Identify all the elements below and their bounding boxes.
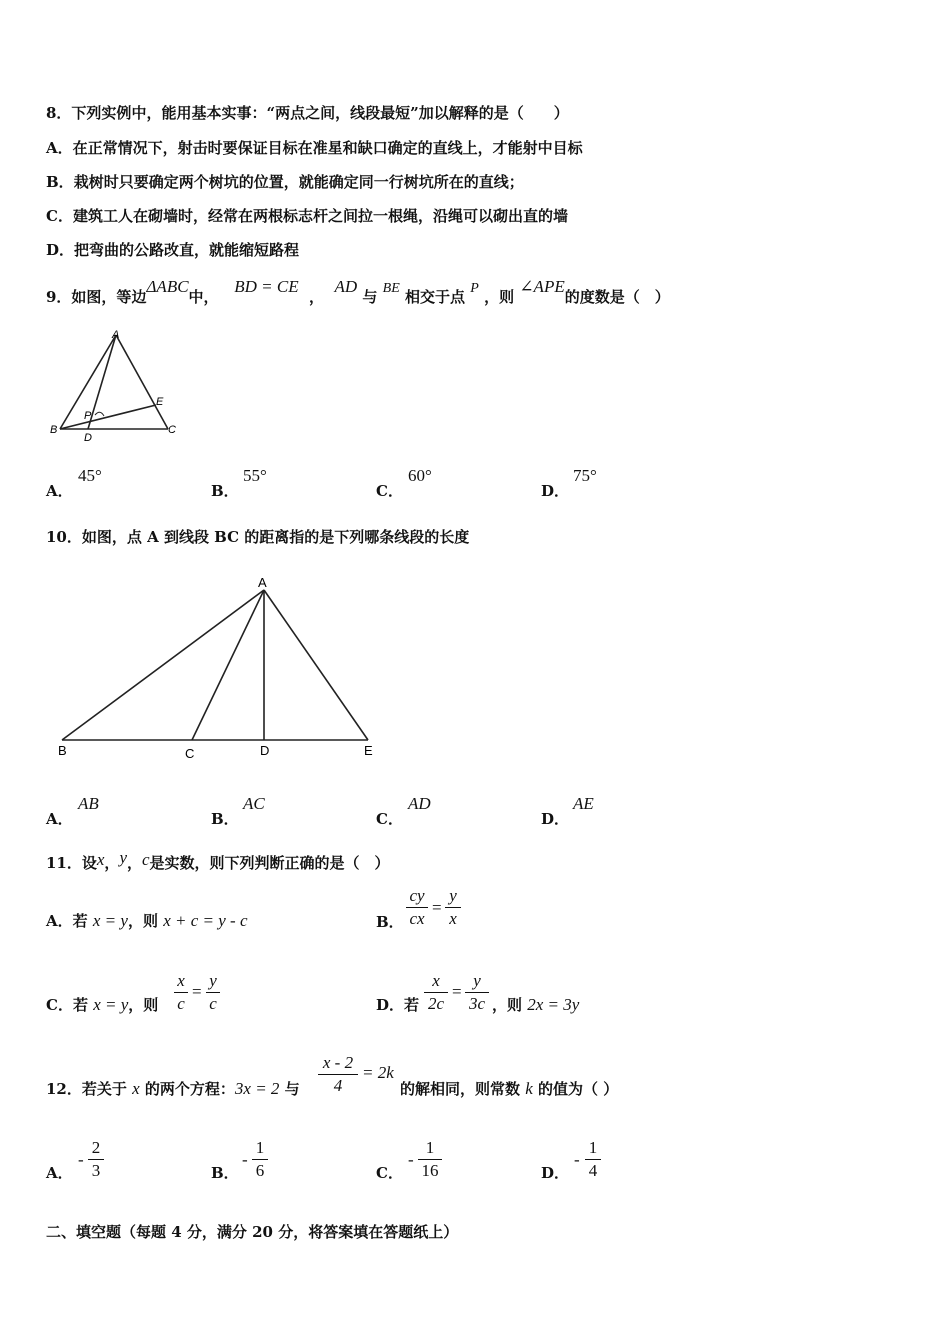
q11-option-d-word-2: ，则 xyxy=(492,996,523,1014)
q11-option-b-num-1: cy xyxy=(409,886,425,905)
q10-option-c-label: C． xyxy=(376,810,403,828)
q12-math-eq-1: 3x = 2 xyxy=(234,1079,280,1098)
q9-math-triangle: ΔABC xyxy=(146,277,189,296)
q11-option-b-den-1: cx xyxy=(409,909,425,928)
q12-text-5: 的值为（ ） xyxy=(538,1080,619,1098)
q11-option-d-label: D． xyxy=(376,996,405,1014)
q8-option-d-label: D． xyxy=(46,241,75,259)
q12-stem-part-1 xyxy=(46,1078,300,1099)
q8-option-b-label: B． xyxy=(46,173,74,191)
q9-option-a-value: 45° xyxy=(78,466,102,485)
q8-option-a-label: A． xyxy=(46,139,73,157)
q11-option-d xyxy=(376,994,419,1015)
q10-option-b-value: AC xyxy=(243,794,265,813)
q11-option-c-frac-1 xyxy=(174,970,188,1015)
q9-option-d-label: D． xyxy=(541,482,570,500)
q11-option-c-frac-2 xyxy=(206,970,220,1015)
q10-option-a-label: A． xyxy=(46,810,73,828)
q12-option-a-num: 2 xyxy=(91,1138,101,1157)
q11-option-b-frac-1 xyxy=(406,885,428,930)
q11-math-x: x xyxy=(96,850,105,869)
q10-fig-label-c: C xyxy=(185,746,195,761)
q12-option-a-frac xyxy=(88,1137,104,1182)
q9-triangle-figure xyxy=(46,325,186,445)
q11-option-a xyxy=(46,910,248,931)
q9-math-ad: AD xyxy=(334,277,358,296)
q12-option-d-label: D． xyxy=(541,1164,570,1182)
q12-option-c-frac xyxy=(418,1137,442,1182)
q11-option-d-word-1: 若 xyxy=(404,996,420,1014)
q10-triangle-figure xyxy=(50,572,390,767)
q12-option-a-den: 3 xyxy=(91,1161,101,1180)
q8-stem: 8．下列实例中，能用基本实事：“两点之间，线段最短”加以解释的是（ ） xyxy=(46,104,569,122)
q10-fig-label-b: B xyxy=(58,743,67,758)
q12-option-d-den: 4 xyxy=(588,1161,598,1180)
q10-fig-label-a: A xyxy=(258,575,267,590)
q11-option-b-frac-2 xyxy=(445,885,461,930)
q12-option-c-den: 16 xyxy=(421,1161,439,1180)
q11-sep-1: ， xyxy=(104,854,120,872)
q11-option-d-expr-2: 2x = 3y xyxy=(527,995,580,1014)
q9-stem xyxy=(46,277,670,307)
q12-text-2: 的两个方程： xyxy=(144,1080,235,1098)
q12-math-x: x xyxy=(132,1079,140,1098)
q9-fig-label-b: B xyxy=(50,424,58,436)
q12-fraction-num: x - 2 xyxy=(322,1053,354,1072)
q11-option-b-num-2: y xyxy=(449,886,457,905)
q11-option-c-den-1: c xyxy=(177,994,185,1013)
q11-option-b-den-2: x xyxy=(449,909,457,928)
q12-option-c-label: C． xyxy=(376,1164,403,1182)
q9-option-b-label: B． xyxy=(211,482,239,500)
q11-option-a-expr-2: x + c = y - c xyxy=(163,911,248,930)
q11-option-d-den-1: 2c xyxy=(427,994,445,1013)
q11-option-c-word-1: 若 xyxy=(72,996,88,1014)
q11-option-a-label: A． xyxy=(46,912,73,930)
q12-text-1: 12．若关于 xyxy=(46,1080,127,1098)
q9-option-b-value: 55° xyxy=(243,466,267,485)
q12-option-d-num: 1 xyxy=(588,1138,598,1157)
q12-option-b-num: 1 xyxy=(255,1138,265,1157)
q11-sep-2: ， xyxy=(126,854,142,872)
q8-option-a-text: 在正常情况下，射击时要保证目标在准星和缺口确定的直线上，才能射中目标 xyxy=(72,139,583,157)
q8-option-d xyxy=(46,239,299,260)
q11-text-2: 是实数，则下列判断正确的是（ ） xyxy=(149,854,390,872)
q9-text-5: 相交于点 xyxy=(405,288,466,306)
q11-option-a-word-1: 若 xyxy=(72,912,88,930)
q11-option-c-eq: = xyxy=(192,982,202,1001)
q12-option-b-sign: - xyxy=(242,1150,248,1169)
q11-option-a-expr-1: x = y xyxy=(92,911,128,930)
q8-option-b-text: 栽树时只要确定两个树坑的位置，就能确定同一行树坑所在的直线； xyxy=(73,173,524,191)
q9-math-angle: ∠APE xyxy=(519,277,565,296)
q9-math-bd-ce: BD = CE xyxy=(234,277,299,296)
q11-stem xyxy=(46,848,390,873)
q12-fraction-den: 4 xyxy=(333,1076,343,1095)
q9-text-6: ，则 xyxy=(484,288,515,306)
q11-option-c-label: C． xyxy=(46,996,73,1014)
q8-option-c xyxy=(46,205,568,226)
q9-fig-label-e: E xyxy=(156,396,164,408)
q12-option-c-num: 1 xyxy=(425,1138,435,1157)
q9-option-c-label: C． xyxy=(376,482,403,500)
q12-option-b-label: B． xyxy=(211,1164,239,1182)
q11-option-d-frac-2 xyxy=(465,970,489,1015)
q11-option-d-num-1: x xyxy=(432,971,440,990)
q12-option-a-label: A． xyxy=(46,1164,73,1182)
q9-text-4: 与 xyxy=(362,288,378,306)
q11-option-c-word-2: ，则 xyxy=(128,996,159,1014)
q9-option-d-value: 75° xyxy=(573,466,597,485)
q12-fraction xyxy=(318,1052,358,1097)
q9-fig-label-d: D xyxy=(84,432,92,444)
q11-math-c: c xyxy=(142,850,150,869)
q12-option-c-sign: - xyxy=(408,1150,414,1169)
q11-option-b-eq: = xyxy=(432,898,442,917)
q9-fig-label-p: P xyxy=(84,410,92,422)
q9-text-2: 中， xyxy=(188,288,219,306)
q11-option-c-expr-1: x = y xyxy=(93,995,129,1014)
q12-text-3: 与 xyxy=(284,1080,300,1098)
q9-option-c-value: 60° xyxy=(408,466,432,485)
section-2-heading: 二、填空题（每题 4 分，满分 20 分，将答案填在答题纸上） xyxy=(46,1223,459,1241)
q12-option-d-sign: - xyxy=(574,1150,580,1169)
q8-option-d-text: 把弯曲的公路改直，就能缩短路程 xyxy=(74,241,300,259)
q11-option-d-num-2: y xyxy=(473,971,481,990)
q10-option-b-label: B． xyxy=(211,810,239,828)
q11-option-d-frac-1 xyxy=(424,970,448,1015)
q10-stem: 10．如图，点 A 到线段 BC 的距离指的是下列哪条线段的长度 xyxy=(46,528,470,546)
q9-text-3: ， xyxy=(309,288,325,306)
q11-option-c xyxy=(46,994,158,1015)
q8-option-c-label: C． xyxy=(46,207,73,225)
q11-option-a-word-2: ，则 xyxy=(127,912,158,930)
q8-option-c-text: 建筑工人在砌墙时，经常在两根标志杆之间拉一根绳，沿绳可以砌出直的墙 xyxy=(72,207,568,225)
q11-option-c-num-1: x xyxy=(177,971,185,990)
q9-option-a-label: A． xyxy=(46,482,73,500)
q11-option-c-num-2: y xyxy=(209,971,217,990)
q10-option-c-value: AD xyxy=(408,794,431,813)
q9-fig-label-a: A xyxy=(112,329,120,341)
q10-fig-label-e: E xyxy=(364,743,373,758)
q12-option-a-sign: - xyxy=(78,1150,84,1169)
q8-option-a xyxy=(46,137,583,158)
q11-text-1: 11．设 xyxy=(46,854,97,872)
q11-option-d-den-2: 3c xyxy=(468,994,486,1013)
q10-fig-label-d: D xyxy=(260,743,270,758)
q12-option-b-den: 6 xyxy=(255,1161,265,1180)
q12-math-k: k xyxy=(525,1079,533,1098)
q11-option-d-eq: = xyxy=(452,982,462,1001)
q11-option-d-conclusion xyxy=(492,994,579,1015)
q12-math-rhs: = 2k xyxy=(362,1063,394,1082)
q9-math-p: P xyxy=(470,281,479,296)
q10-option-d-value: AE xyxy=(573,794,594,813)
q8-option-b xyxy=(46,171,524,192)
q12-option-d-frac xyxy=(585,1137,601,1182)
q10-option-d-label: D． xyxy=(541,810,570,828)
q12-option-b-frac xyxy=(252,1137,268,1182)
q9-fig-label-c: C xyxy=(168,424,176,436)
q11-math-y: y xyxy=(119,848,127,867)
q10-option-a-value: AB xyxy=(78,794,99,813)
q9-math-be: BE xyxy=(382,281,400,296)
q9-text-7: 的度数是（ ） xyxy=(564,288,670,306)
q9-text-1: 9．如图，等边 xyxy=(46,288,147,306)
q12-stem-part-2 xyxy=(400,1078,618,1099)
q11-option-c-den-2: c xyxy=(209,994,217,1013)
q12-text-4: 的解相同，则常数 xyxy=(400,1080,521,1098)
q11-option-b-label: B． xyxy=(376,913,404,931)
